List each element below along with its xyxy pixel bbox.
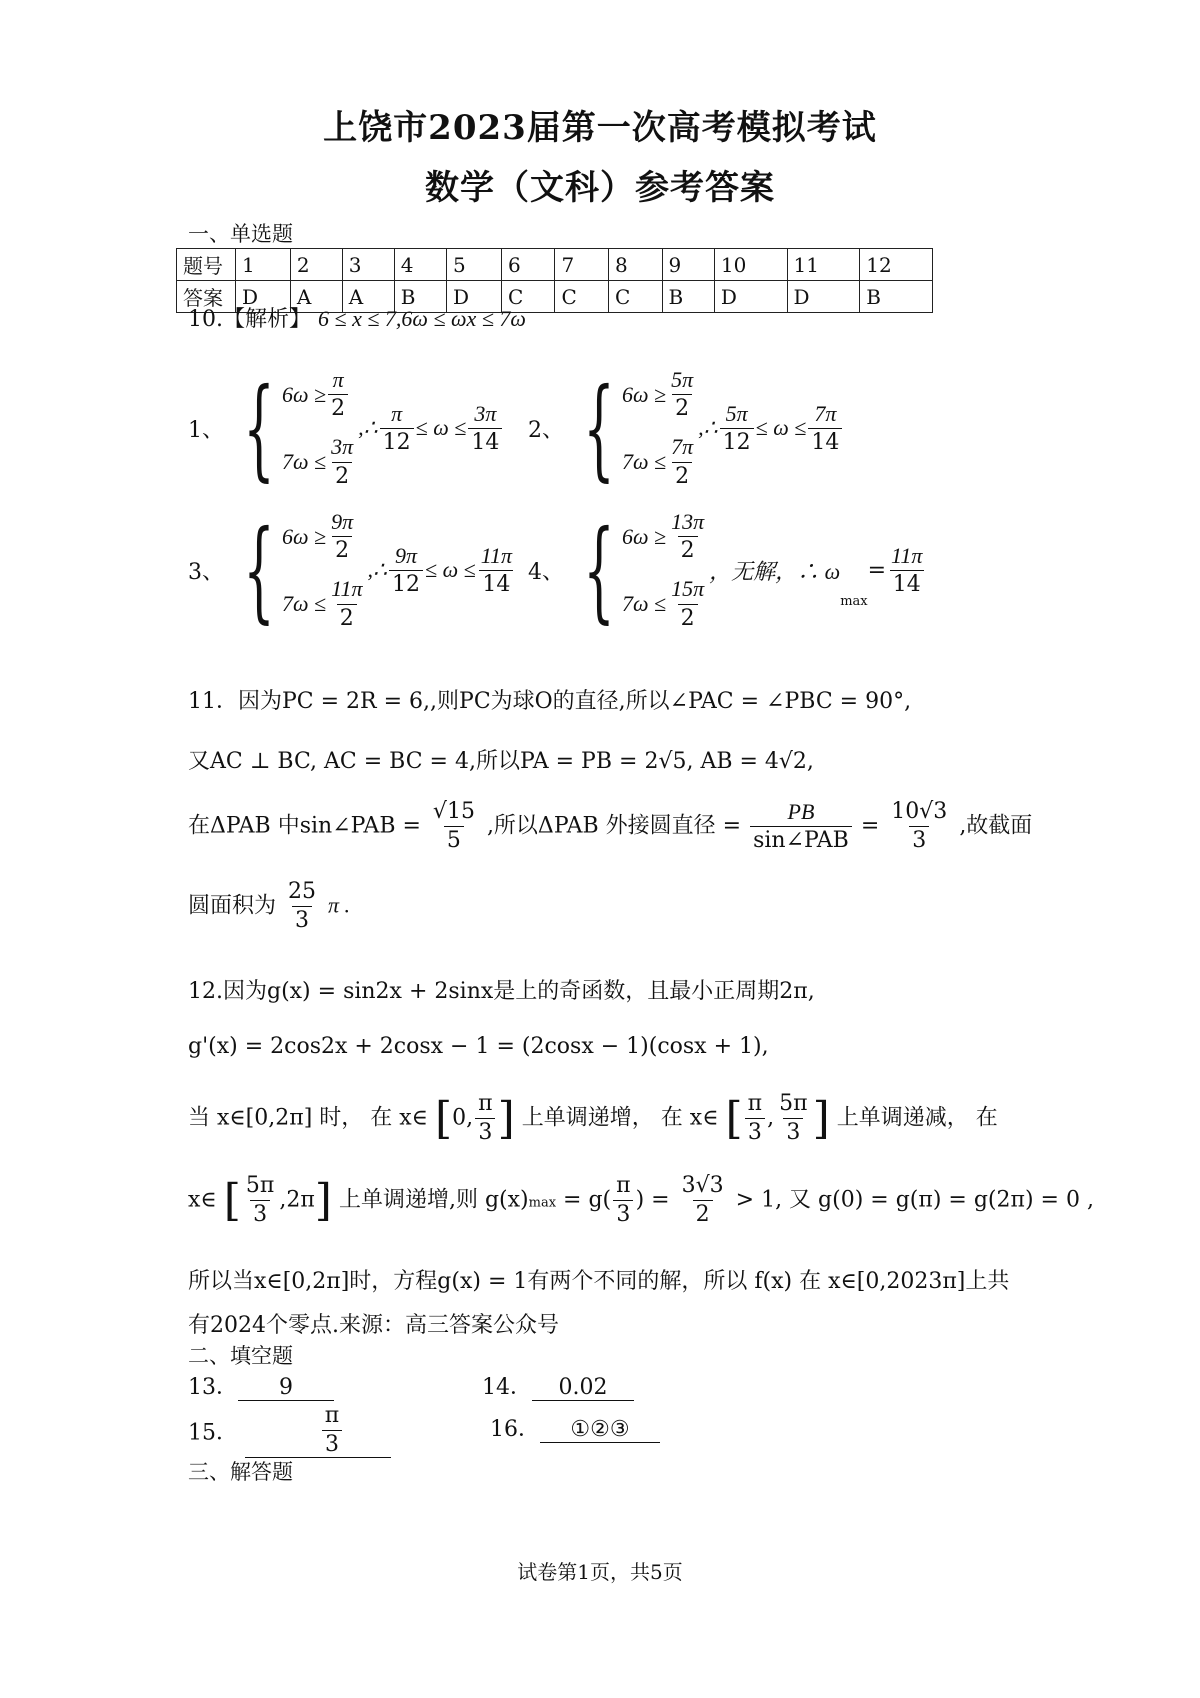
q15-frac bbox=[322, 1404, 342, 1457]
case-system bbox=[564, 506, 709, 635]
frac-num: 3π bbox=[474, 400, 497, 426]
frac bbox=[720, 402, 754, 455]
math-text: 7ω ≤ bbox=[282, 591, 327, 617]
frac-den: 3 bbox=[250, 1200, 270, 1227]
q12-line4-e: > 1, 又 g(0) = g(π) = g(2π) = 0 , bbox=[735, 1187, 1094, 1213]
frac-den: 12 bbox=[720, 428, 754, 455]
frac-num: 3π bbox=[331, 434, 354, 460]
frac-den: 2 bbox=[337, 604, 357, 631]
frac-den: 14 bbox=[468, 428, 502, 455]
table-cell: D bbox=[714, 281, 787, 313]
frac-num: 7π bbox=[671, 434, 694, 460]
q12-line4-a: x∈ bbox=[188, 1187, 217, 1213]
q10-lead-math: 6 ≤ x ≤ 7,6ω ≤ ωx ≤ 7ω bbox=[318, 306, 526, 331]
q11-line4-a: 圆面积为 bbox=[188, 893, 277, 919]
q14-label: 14． bbox=[482, 1375, 532, 1400]
q12-line4 bbox=[188, 1174, 1094, 1227]
frac bbox=[389, 544, 423, 597]
frac-den: 2 bbox=[332, 462, 352, 489]
q11-line2: 又AC ⊥ BC, AC = BC = 4,所以PA = PB = 2√5, AB = 4√2, bbox=[188, 749, 814, 774]
math-text: 6ω ≥ bbox=[282, 381, 327, 407]
case-label: 1、 bbox=[188, 417, 224, 443]
system-rows bbox=[622, 510, 709, 631]
math-text: 7ω ≤ bbox=[282, 449, 327, 475]
frac bbox=[478, 544, 515, 597]
math-text: ≤ ω ≤ bbox=[755, 415, 807, 441]
q12-frac-max bbox=[679, 1174, 727, 1227]
q13-label: 13． bbox=[188, 1375, 238, 1400]
frac-den: 14 bbox=[890, 570, 924, 597]
system-row bbox=[282, 577, 368, 630]
q12-line4-d: ) = bbox=[635, 1187, 670, 1213]
math-text: ,∴ bbox=[358, 415, 378, 441]
math-text: 7ω ≤ bbox=[622, 591, 667, 617]
frac-den: 5 bbox=[444, 826, 464, 853]
interval-frac bbox=[243, 1174, 277, 1227]
q12-line3 bbox=[188, 1092, 998, 1145]
frac bbox=[328, 510, 356, 563]
brace-icon: { bbox=[243, 506, 275, 635]
math-text: ，无解，∴ ω bbox=[709, 558, 841, 584]
interval-start: 0, bbox=[452, 1105, 474, 1131]
q15-label: 15． bbox=[188, 1420, 238, 1446]
frac-num: π bbox=[391, 400, 403, 426]
q12-frac-arg bbox=[613, 1174, 633, 1227]
math-text: 7ω ≤ bbox=[622, 449, 667, 475]
frac-den: 2 bbox=[678, 604, 698, 631]
q11-line3-a: 在ΔPAB 中sin∠PAB = bbox=[188, 813, 421, 839]
q16-answer: ①②③ bbox=[540, 1417, 660, 1443]
case-label: 2、 bbox=[528, 417, 564, 443]
frac-den: 2 bbox=[328, 394, 348, 421]
table-cell: 7 bbox=[555, 249, 609, 281]
q12-line2: g'(x) = 2cos2x + 2cosx − 1 = (2cosx − 1)(cosx + 1), bbox=[188, 1034, 769, 1059]
q10-case-1 bbox=[188, 364, 504, 493]
page-title: 上饶市2023届第一次高考模拟考试 bbox=[323, 108, 877, 148]
q15-answer bbox=[245, 1404, 391, 1458]
frac bbox=[468, 402, 502, 455]
row-label: 答案 bbox=[177, 281, 236, 313]
math-text: max bbox=[840, 593, 868, 609]
q11-line4 bbox=[188, 880, 350, 933]
q10-lead bbox=[188, 302, 526, 333]
frac bbox=[668, 368, 696, 421]
table-cell: C bbox=[555, 281, 609, 313]
frac-den: 3 bbox=[783, 1118, 803, 1145]
q12-interval-1: [0, $\frac{\pi}{3}$ ] bbox=[434, 1091, 515, 1146]
q11-frac-sin bbox=[430, 800, 478, 853]
frac-num: 15π bbox=[671, 576, 705, 602]
q14-answer-line bbox=[482, 1370, 634, 1401]
table-cell: 6 bbox=[501, 249, 555, 281]
system-row bbox=[622, 368, 698, 421]
q10-case-4 bbox=[528, 506, 927, 635]
table-cell: 10 bbox=[714, 249, 787, 281]
frac-num: 9π bbox=[394, 542, 418, 568]
q16-answer-line bbox=[490, 1412, 660, 1443]
q11-line3-eq: = bbox=[860, 813, 880, 839]
system-rows bbox=[622, 368, 698, 489]
case-label: 4、 bbox=[528, 559, 564, 585]
q11-line1: 11．因为PC = 2R = 6,,则PC为球O的直径,所以∠PAC = ∠PBC = 90°, bbox=[188, 689, 912, 714]
section-heading-fill-in: 二、填空题 bbox=[188, 1344, 293, 1368]
frac-den: 3 bbox=[745, 1118, 765, 1145]
q16-label: 16． bbox=[490, 1417, 540, 1442]
table-cell: 4 bbox=[394, 249, 446, 281]
frac-den: sin∠PAB bbox=[750, 826, 852, 853]
system-row bbox=[282, 435, 358, 488]
section-heading-single-choice: 一、单选题 bbox=[188, 222, 293, 246]
q12-line4-sub: max bbox=[528, 1195, 557, 1211]
math-text: 6ω ≥ bbox=[282, 523, 327, 549]
q12-line4-c: = g( bbox=[563, 1187, 612, 1213]
table-cell: 9 bbox=[662, 249, 714, 281]
table-cell: 5 bbox=[447, 249, 502, 281]
frac-den: 3 bbox=[613, 1200, 633, 1227]
q12-line3-a: 当 x∈[0,2π] 时， 在 x∈ bbox=[188, 1105, 428, 1131]
table-cell: 8 bbox=[608, 249, 662, 281]
frac-num: 11π bbox=[891, 542, 923, 568]
system-row bbox=[622, 435, 698, 488]
table-cell: 2 bbox=[290, 249, 342, 281]
frac bbox=[328, 368, 348, 421]
q12-line3-b: 上单调递增， 在 x∈ bbox=[521, 1105, 719, 1131]
frac-num: π bbox=[332, 367, 344, 392]
q11-line3-c: ,故截面 bbox=[959, 813, 1033, 839]
frac bbox=[668, 510, 707, 563]
q11-frac-value bbox=[888, 800, 950, 853]
frac bbox=[328, 435, 356, 488]
frac-num: 11π bbox=[331, 576, 363, 602]
q12-line5: 所以当x∈[0,2π]时，方程g(x) = 1有两个不同的解，所以 f(x) 在 x∈[0,2023π]上共 bbox=[188, 1269, 1010, 1294]
table-cell: D bbox=[236, 281, 291, 313]
frac-den: 3 bbox=[475, 1118, 495, 1145]
math-text: = bbox=[867, 557, 887, 583]
page-footer: 试卷第1页，共5页 bbox=[517, 1560, 683, 1584]
system-rows bbox=[282, 368, 358, 489]
table-cell: B bbox=[394, 281, 446, 313]
q14-answer: 0.02 bbox=[532, 1375, 634, 1401]
frac-num: √15 bbox=[432, 799, 475, 824]
frac bbox=[668, 435, 696, 488]
number-row bbox=[177, 249, 933, 281]
page-subtitle: 数学（文科）参考答案 bbox=[425, 168, 775, 208]
interval-frac bbox=[745, 1092, 765, 1145]
interval-frac bbox=[776, 1092, 810, 1145]
q15-answer-line bbox=[188, 1404, 391, 1458]
table-cell: 12 bbox=[860, 249, 933, 281]
table-cell: D bbox=[447, 281, 502, 313]
frac-num: 11π bbox=[480, 542, 513, 568]
q10-lead-label: 10.【解析】 bbox=[188, 307, 311, 332]
case-system bbox=[564, 364, 698, 493]
q11-line3-b: ,所以ΔPAB 外接圆直径 = bbox=[486, 813, 742, 839]
frac-den: 12 bbox=[389, 570, 423, 597]
frac-den: 12 bbox=[380, 428, 414, 455]
frac-den: 2 bbox=[672, 394, 692, 421]
system-row bbox=[622, 510, 709, 563]
table-cell: 11 bbox=[787, 249, 860, 281]
frac-den: 14 bbox=[479, 570, 513, 597]
table-cell: D bbox=[787, 281, 860, 313]
frac-num: π bbox=[616, 1173, 631, 1198]
q12-line1: 12.因为g(x) = sin2x + 2sinx是上的奇函数，且最小正周期2π, bbox=[188, 979, 815, 1004]
system-rows bbox=[282, 510, 368, 631]
table-cell: A bbox=[342, 281, 394, 313]
q13-answer: 9 bbox=[238, 1375, 334, 1401]
system-row bbox=[282, 510, 368, 563]
brace-icon: { bbox=[583, 364, 615, 493]
q12-interval-2: [ $\frac{\pi}{3}$ , $\frac{5\pi}{3}$ ] bbox=[725, 1091, 830, 1146]
q11-frac-diameter bbox=[750, 800, 852, 853]
frac-den: 3 bbox=[292, 906, 312, 933]
frac-den: 2 bbox=[678, 536, 698, 563]
interval-frac bbox=[475, 1092, 495, 1145]
frac-den: 2 bbox=[672, 462, 692, 489]
q12-interval-3: [ $\frac{5\pi}{3}$ ,2π] bbox=[223, 1173, 332, 1228]
frac-num: π bbox=[478, 1091, 493, 1116]
table-cell: B bbox=[662, 281, 714, 313]
table-cell: A bbox=[290, 281, 342, 313]
table-cell: B bbox=[860, 281, 933, 313]
brace-icon: { bbox=[583, 506, 615, 635]
math-text: ≤ ω ≤ bbox=[415, 415, 467, 441]
frac bbox=[808, 402, 842, 455]
frac-num: 10√3 bbox=[891, 799, 948, 824]
frac-num: 13π bbox=[671, 509, 705, 534]
math-text: 6ω ≥ bbox=[622, 381, 667, 407]
q13-answer-line bbox=[188, 1370, 334, 1401]
interval-end: ,2π bbox=[279, 1187, 315, 1213]
table-cell: C bbox=[608, 281, 662, 313]
table-cell: 3 bbox=[342, 249, 394, 281]
case-system bbox=[224, 364, 358, 493]
math-text: ≤ ω ≤ bbox=[425, 557, 476, 583]
frac-num: π bbox=[324, 1403, 340, 1428]
frac-num: π bbox=[747, 1091, 763, 1116]
frac-den: 3 bbox=[322, 1430, 342, 1457]
brace-icon: { bbox=[243, 364, 275, 493]
q12-line4-b: 上单调递增,则 g(x) bbox=[338, 1187, 529, 1213]
frac-num: 5π bbox=[245, 1173, 275, 1198]
system-row bbox=[282, 368, 358, 421]
frac-num: PB bbox=[787, 799, 815, 824]
table-cell: C bbox=[501, 281, 555, 313]
row-label: 题号 bbox=[177, 249, 236, 281]
frac-num: 3√3 bbox=[681, 1173, 724, 1198]
frac-den: 14 bbox=[808, 428, 842, 455]
frac-den: 2 bbox=[332, 536, 352, 563]
frac bbox=[888, 544, 925, 597]
table-cell: 1 bbox=[236, 249, 291, 281]
section-heading-solutions: 三、解答题 bbox=[188, 1460, 293, 1484]
math-text: ,∴ bbox=[367, 557, 387, 583]
q11-line3 bbox=[188, 800, 1032, 853]
frac-den: 2 bbox=[693, 1200, 713, 1227]
q12-line3-c: 上单调递减， 在 bbox=[836, 1105, 998, 1131]
case-system bbox=[224, 506, 368, 635]
q10-case-2 bbox=[528, 364, 844, 493]
frac-den: 3 bbox=[909, 826, 929, 853]
frac-num: 7π bbox=[814, 400, 837, 426]
math-text: 6ω ≥ bbox=[622, 523, 667, 549]
frac-num: 9π bbox=[331, 509, 354, 534]
frac-num: 25 bbox=[288, 879, 317, 904]
system-row bbox=[622, 577, 709, 630]
frac-num: 5π bbox=[779, 1091, 808, 1116]
q10-case-3 bbox=[188, 506, 517, 635]
q11-frac-area bbox=[285, 880, 319, 933]
case-label: 3、 bbox=[188, 559, 224, 585]
frac bbox=[668, 577, 707, 630]
frac-num: 5π bbox=[671, 367, 694, 392]
q11-line4-b: π . bbox=[328, 892, 351, 918]
frac bbox=[328, 577, 365, 630]
q12-line6: 有2024个零点.来源：高三答案公众号 bbox=[188, 1313, 559, 1338]
frac bbox=[380, 402, 414, 455]
math-text: ,∴ bbox=[698, 415, 718, 441]
frac-num: 5π bbox=[725, 400, 748, 426]
